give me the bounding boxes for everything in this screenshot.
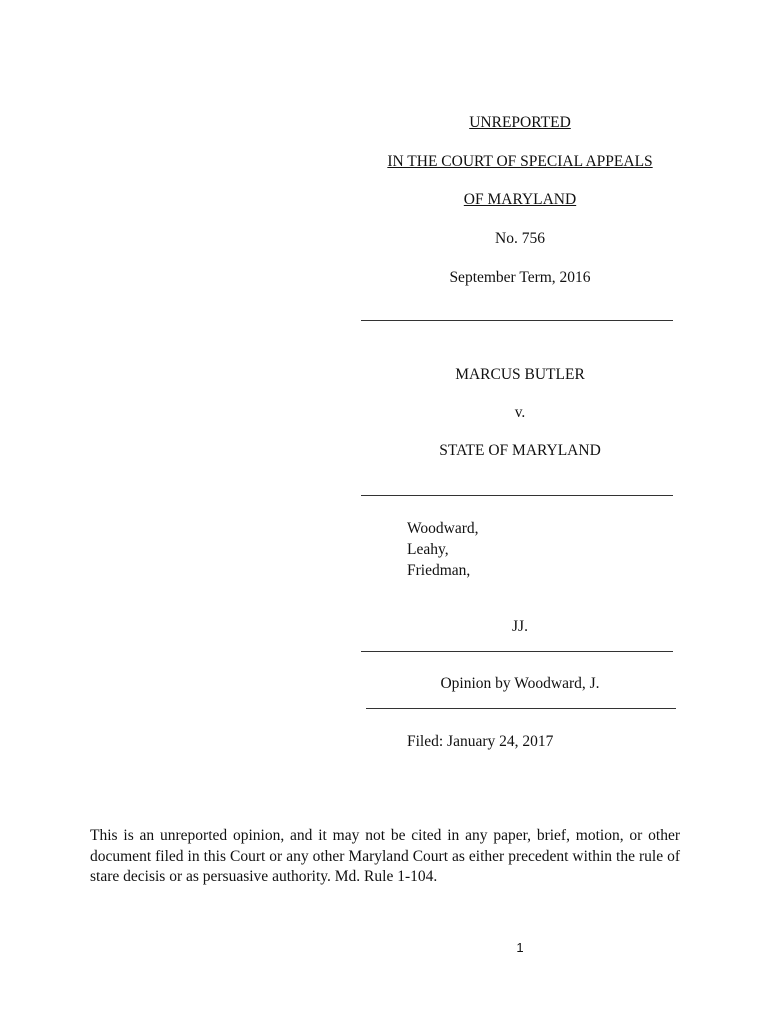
opinion-author: Opinion by Woodward, J. — [440, 675, 600, 692]
divider-rule — [361, 495, 673, 496]
divider-rule — [361, 320, 673, 321]
appellee-name: STATE OF MARYLAND — [439, 442, 601, 459]
unreported-notice: This is an unreported opinion, and it may not be cited in any paper, brief, motion, or other document filed in this Court or any other Maryland Court as either precedent within the rule of stare decisis or as persuasive authority. Md. Rule 1-104. — [90, 827, 680, 885]
divider-rule — [361, 651, 673, 652]
judges-panel — [407, 518, 479, 581]
judges-suffix: JJ. — [512, 618, 528, 635]
appellant-name: MARCUS BUTLER — [455, 366, 585, 383]
versus-label: v. — [514, 404, 526, 421]
court-name-line-1: IN THE COURT OF SPECIAL APPEALS — [387, 153, 653, 170]
unreported-heading: UNREPORTED — [469, 114, 571, 131]
judge-name: Leahy, — [407, 541, 449, 558]
filed-date: Filed: January 24, 2017 — [407, 733, 554, 750]
court-name-line-2: OF MARYLAND — [463, 191, 577, 208]
judge-name: Woodward, — [407, 520, 479, 537]
judge-name: Friedman, — [407, 562, 471, 579]
divider-rule — [366, 708, 676, 709]
case-number: No. 756 — [495, 230, 545, 247]
term: September Term, 2016 — [449, 269, 591, 286]
page-number: 1 — [516, 940, 524, 955]
